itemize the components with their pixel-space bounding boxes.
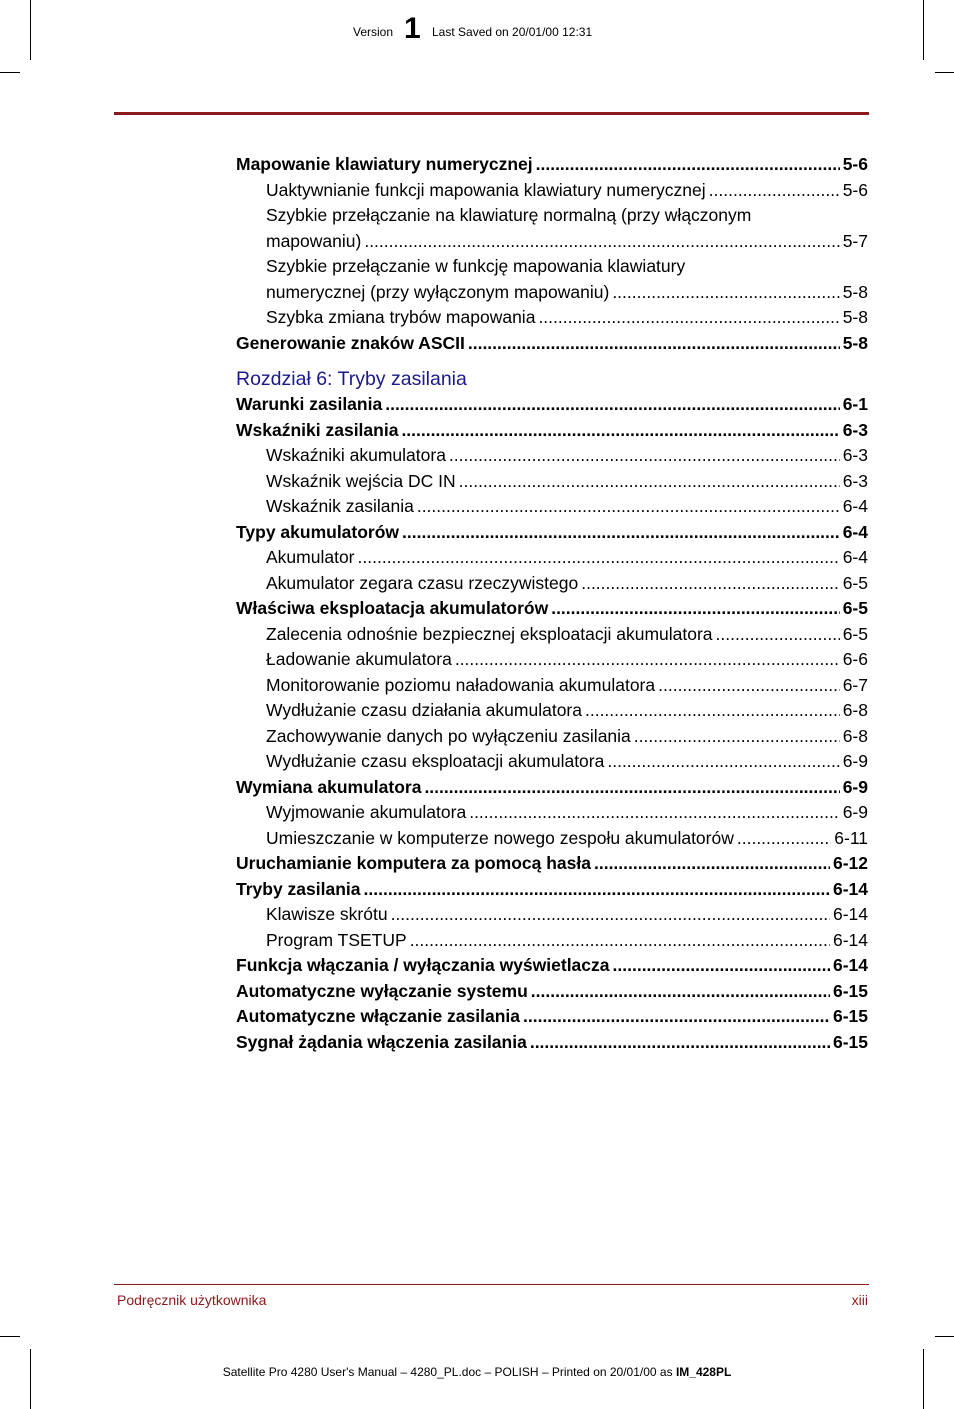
toc-entry-page: 6-8	[842, 700, 868, 720]
toc-entry-page: 6-6	[842, 649, 868, 669]
dot-leader	[536, 152, 840, 178]
toc-entry-label: Uruchamianie komputera za pomocą hasła	[236, 853, 591, 873]
toc-subsection-entry[interactable]	[236, 443, 868, 469]
dot-leader	[402, 520, 840, 546]
dot-leader	[737, 826, 831, 852]
dot-leader	[634, 724, 840, 750]
toc-section-entry[interactable]	[236, 596, 868, 622]
dot-leader	[523, 1004, 830, 1030]
toc-entry-page: 6-11	[834, 827, 868, 848]
toc-entry-page: 6-14	[832, 929, 868, 950]
toc-subsection-entry[interactable]	[236, 928, 868, 954]
toc-group-chapter-6	[236, 392, 868, 1055]
toc-entry-page: 6-3	[842, 419, 868, 440]
toc-entry-label: Tryby zasilania	[236, 878, 361, 899]
toc-entry-label: Program TSETUP	[266, 929, 407, 950]
toc-entry-page: 6-9	[842, 802, 868, 822]
toc-group-chapter-5	[236, 152, 868, 356]
toc-entry-label: Wskaźnik wejścia DC IN	[266, 470, 456, 491]
toc-subsection-entry[interactable]	[236, 545, 868, 571]
table-of-contents	[236, 152, 868, 1055]
toc-entry-label: Wydłużanie czasu eksploatacji akumulatora	[266, 751, 605, 771]
toc-entry-page: 6-3	[842, 470, 868, 491]
toc-entry-label-line2: numerycznej (przy wyłączonym mapowaniu)	[266, 281, 610, 302]
crop-mark	[30, 1349, 31, 1409]
crop-mark	[0, 72, 20, 73]
toc-entry-page: 6-14	[832, 878, 868, 899]
dot-leader	[364, 877, 830, 903]
toc-entry-page: 6-15	[832, 980, 868, 1001]
crop-mark	[0, 1336, 20, 1337]
dot-leader	[613, 953, 830, 979]
toc-entry-page: 6-5	[842, 598, 868, 618]
toc-subsection-entry[interactable]	[236, 647, 868, 673]
dot-leader	[449, 443, 840, 469]
toc-entry-label-line1: Szybkie przełączanie w funkcję mapowania klawiatury	[266, 256, 686, 276]
dot-leader	[455, 647, 840, 673]
toc-entry-label: Mapowanie klawiatury numerycznej	[236, 154, 533, 174]
toc-section-entry[interactable]	[236, 1004, 868, 1030]
toc-entry-page: 6-4	[842, 547, 868, 567]
toc-subsection-entry[interactable]	[236, 305, 868, 331]
toc-entry-label: Akumulator zegara czasu rzeczywistego	[266, 572, 579, 593]
toc-entry-page: 6-12	[832, 853, 868, 873]
toc-entry-label: Uaktywnianie funkcji mapowania klawiatury numerycznej	[266, 179, 706, 200]
toc-entry-page: 5-6	[842, 154, 868, 174]
toc-entry-label: Automatyczne włączanie zasilania	[236, 1006, 520, 1026]
toc-section-entry[interactable]	[236, 520, 868, 546]
toc-entry[interactable]	[236, 203, 868, 254]
header-rule	[114, 112, 869, 115]
toc-entry-label: Warunki zasilania	[236, 394, 383, 414]
toc-subsection-entry[interactable]	[236, 749, 868, 775]
footer-page-number: xiii	[851, 1292, 868, 1308]
dot-leader	[594, 851, 830, 877]
toc-section-entry[interactable]	[236, 418, 868, 444]
toc-section-entry[interactable]	[236, 877, 868, 903]
toc-entry-page: 6-8	[842, 725, 868, 746]
dot-leader	[469, 800, 840, 826]
dot-leader	[410, 928, 830, 954]
toc-subsection-entry[interactable]	[236, 469, 868, 495]
dot-leader	[658, 673, 840, 699]
toc-entry-label: Akumulator	[266, 547, 355, 567]
dot-leader	[385, 392, 839, 418]
toc-entry-label: Generowanie znaków ASCII	[236, 332, 465, 353]
footer-rule	[114, 1284, 869, 1285]
toc-entry-page: 6-9	[842, 751, 868, 771]
dot-leader	[607, 749, 839, 775]
toc-entry-page: 5-8	[842, 332, 868, 353]
print-info-code: IM_428PL	[675, 1365, 732, 1379]
toc-entry-label: Zalecenia odnośnie bezpiecznej eksploatacji akumulatora	[266, 623, 713, 644]
toc-entry-line2	[266, 229, 868, 255]
toc-entry-label: Klawisze skrótu	[266, 904, 388, 924]
toc-entry-label: Automatyczne wyłączanie systemu	[236, 980, 528, 1001]
crop-mark	[935, 1336, 954, 1337]
toc-entry-label: Sygnał żądania włączenia zasilania	[236, 1031, 527, 1052]
toc-subsection-entry[interactable]	[236, 698, 868, 724]
toc-entry-label: Szybka zmiana trybów mapowania	[266, 307, 536, 327]
chapter-heading: Rozdział 6: Tryby zasilania	[236, 368, 467, 390]
toc-subsection-entry[interactable]	[236, 571, 868, 597]
toc-entry-page: 6-14	[832, 955, 868, 975]
toc-entry-label: Wskaźniki zasilania	[236, 419, 399, 440]
dot-leader	[709, 178, 840, 204]
toc-entry-label: Właściwa eksploatacja akumulatorów	[236, 598, 549, 618]
toc-entry-page: 6-14	[832, 904, 868, 924]
toc-subsection-entry[interactable]	[236, 724, 868, 750]
toc-entry-page: 6-9	[842, 776, 868, 797]
print-info-line	[0, 1365, 954, 1379]
dot-leader	[459, 469, 840, 495]
toc-entry-page: 6-15	[832, 1031, 868, 1052]
dot-leader	[468, 331, 840, 357]
toc-entry-page: 6-3	[842, 445, 868, 465]
toc-section-entry[interactable]	[236, 953, 868, 979]
dot-leader	[424, 775, 839, 801]
dot-leader	[538, 305, 839, 331]
dot-leader	[417, 494, 840, 520]
toc-subsection-entry[interactable]	[236, 800, 868, 826]
toc-entry-page: 6-5	[842, 572, 868, 593]
toc-entry-page: 6-4	[842, 496, 868, 516]
crop-mark	[923, 1349, 924, 1409]
toc-entry-label: Typy akumulatorów	[236, 521, 400, 542]
toc-entry-page: 6-5	[842, 623, 868, 644]
dot-leader	[585, 698, 840, 724]
toc-entry-page: 5-7	[842, 230, 868, 251]
print-info-prefix: Satellite Pro 4280 User's Manual – 4280_PL.doc – POLISH – Printed on 20/01/00 as	[222, 1365, 676, 1379]
toc-entry-page: 5-8	[842, 307, 868, 327]
dot-leader	[551, 596, 840, 622]
dot-leader	[401, 418, 839, 444]
document-header	[0, 12, 954, 47]
toc-entry-label: Funkcja włączania / wyłączania wyświetlacza	[236, 955, 610, 975]
toc-entry-label: Monitorowanie poziomu naładowania akumulatora	[266, 674, 656, 695]
toc-subsection-entry[interactable]	[236, 673, 868, 699]
toc-subsection-entry[interactable]	[236, 826, 868, 852]
toc-entry-label-line2: mapowaniu)	[266, 230, 362, 251]
toc-subsection-entry[interactable]	[236, 178, 868, 204]
toc-entry-page: 6-1	[842, 394, 868, 414]
toc-subsection-entry[interactable]	[236, 494, 868, 520]
toc-subsection-entry[interactable]	[236, 622, 868, 648]
version-label: Version	[353, 25, 394, 39]
dot-leader	[581, 571, 839, 597]
dot-leader	[391, 902, 830, 928]
toc-entry-page: 5-8	[842, 281, 868, 302]
dot-leader	[530, 1030, 830, 1056]
dot-leader	[716, 622, 840, 648]
toc-entry[interactable]	[236, 254, 868, 305]
toc-subsection-entry[interactable]	[236, 902, 868, 928]
toc-entry-label: Wymiana akumulatora	[236, 776, 422, 797]
toc-entry-label: Wskaźnik zasilania	[266, 496, 414, 516]
toc-section-entry[interactable]	[236, 775, 868, 801]
toc-section-entry[interactable]	[236, 1030, 868, 1056]
toc-entry-page: 6-4	[842, 521, 868, 542]
toc-entry-label: Wyjmowanie akumulatora	[266, 802, 467, 822]
last-saved-text: Last Saved on 20/01/00 12:31	[432, 25, 593, 39]
toc-section-entry[interactable]	[236, 331, 868, 357]
version-number: 1	[404, 12, 421, 45]
toc-entry-label: Umieszczanie w komputerze nowego zespołu akumulatorów	[266, 827, 734, 848]
toc-entry-page: 5-6	[842, 179, 868, 200]
toc-section-entry[interactable]	[236, 152, 868, 178]
dot-leader	[364, 229, 839, 255]
dot-leader	[531, 979, 830, 1005]
toc-entry-line2	[266, 280, 868, 306]
toc-entry-label: Ładowanie akumulatora	[266, 649, 452, 669]
dot-leader	[358, 545, 840, 571]
toc-section-entry[interactable]	[236, 392, 868, 418]
footer-manual-title: Podręcznik użytkownika	[117, 1292, 267, 1308]
toc-entry-page: 6-7	[842, 674, 868, 695]
toc-section-entry[interactable]	[236, 979, 868, 1005]
toc-section-entry[interactable]	[236, 851, 868, 877]
toc-entry-label: Zachowywanie danych po wyłączeniu zasilania	[266, 725, 631, 746]
toc-entry-page: 6-15	[832, 1006, 868, 1026]
dot-leader	[612, 280, 839, 306]
crop-mark	[935, 72, 954, 73]
toc-entry-label: Wydłużanie czasu działania akumulatora	[266, 700, 582, 720]
toc-entry-label-line1: Szybkie przełączanie na klawiaturę normalną (przy włączonym	[266, 205, 752, 225]
toc-entry-label: Wskaźniki akumulatora	[266, 445, 446, 465]
